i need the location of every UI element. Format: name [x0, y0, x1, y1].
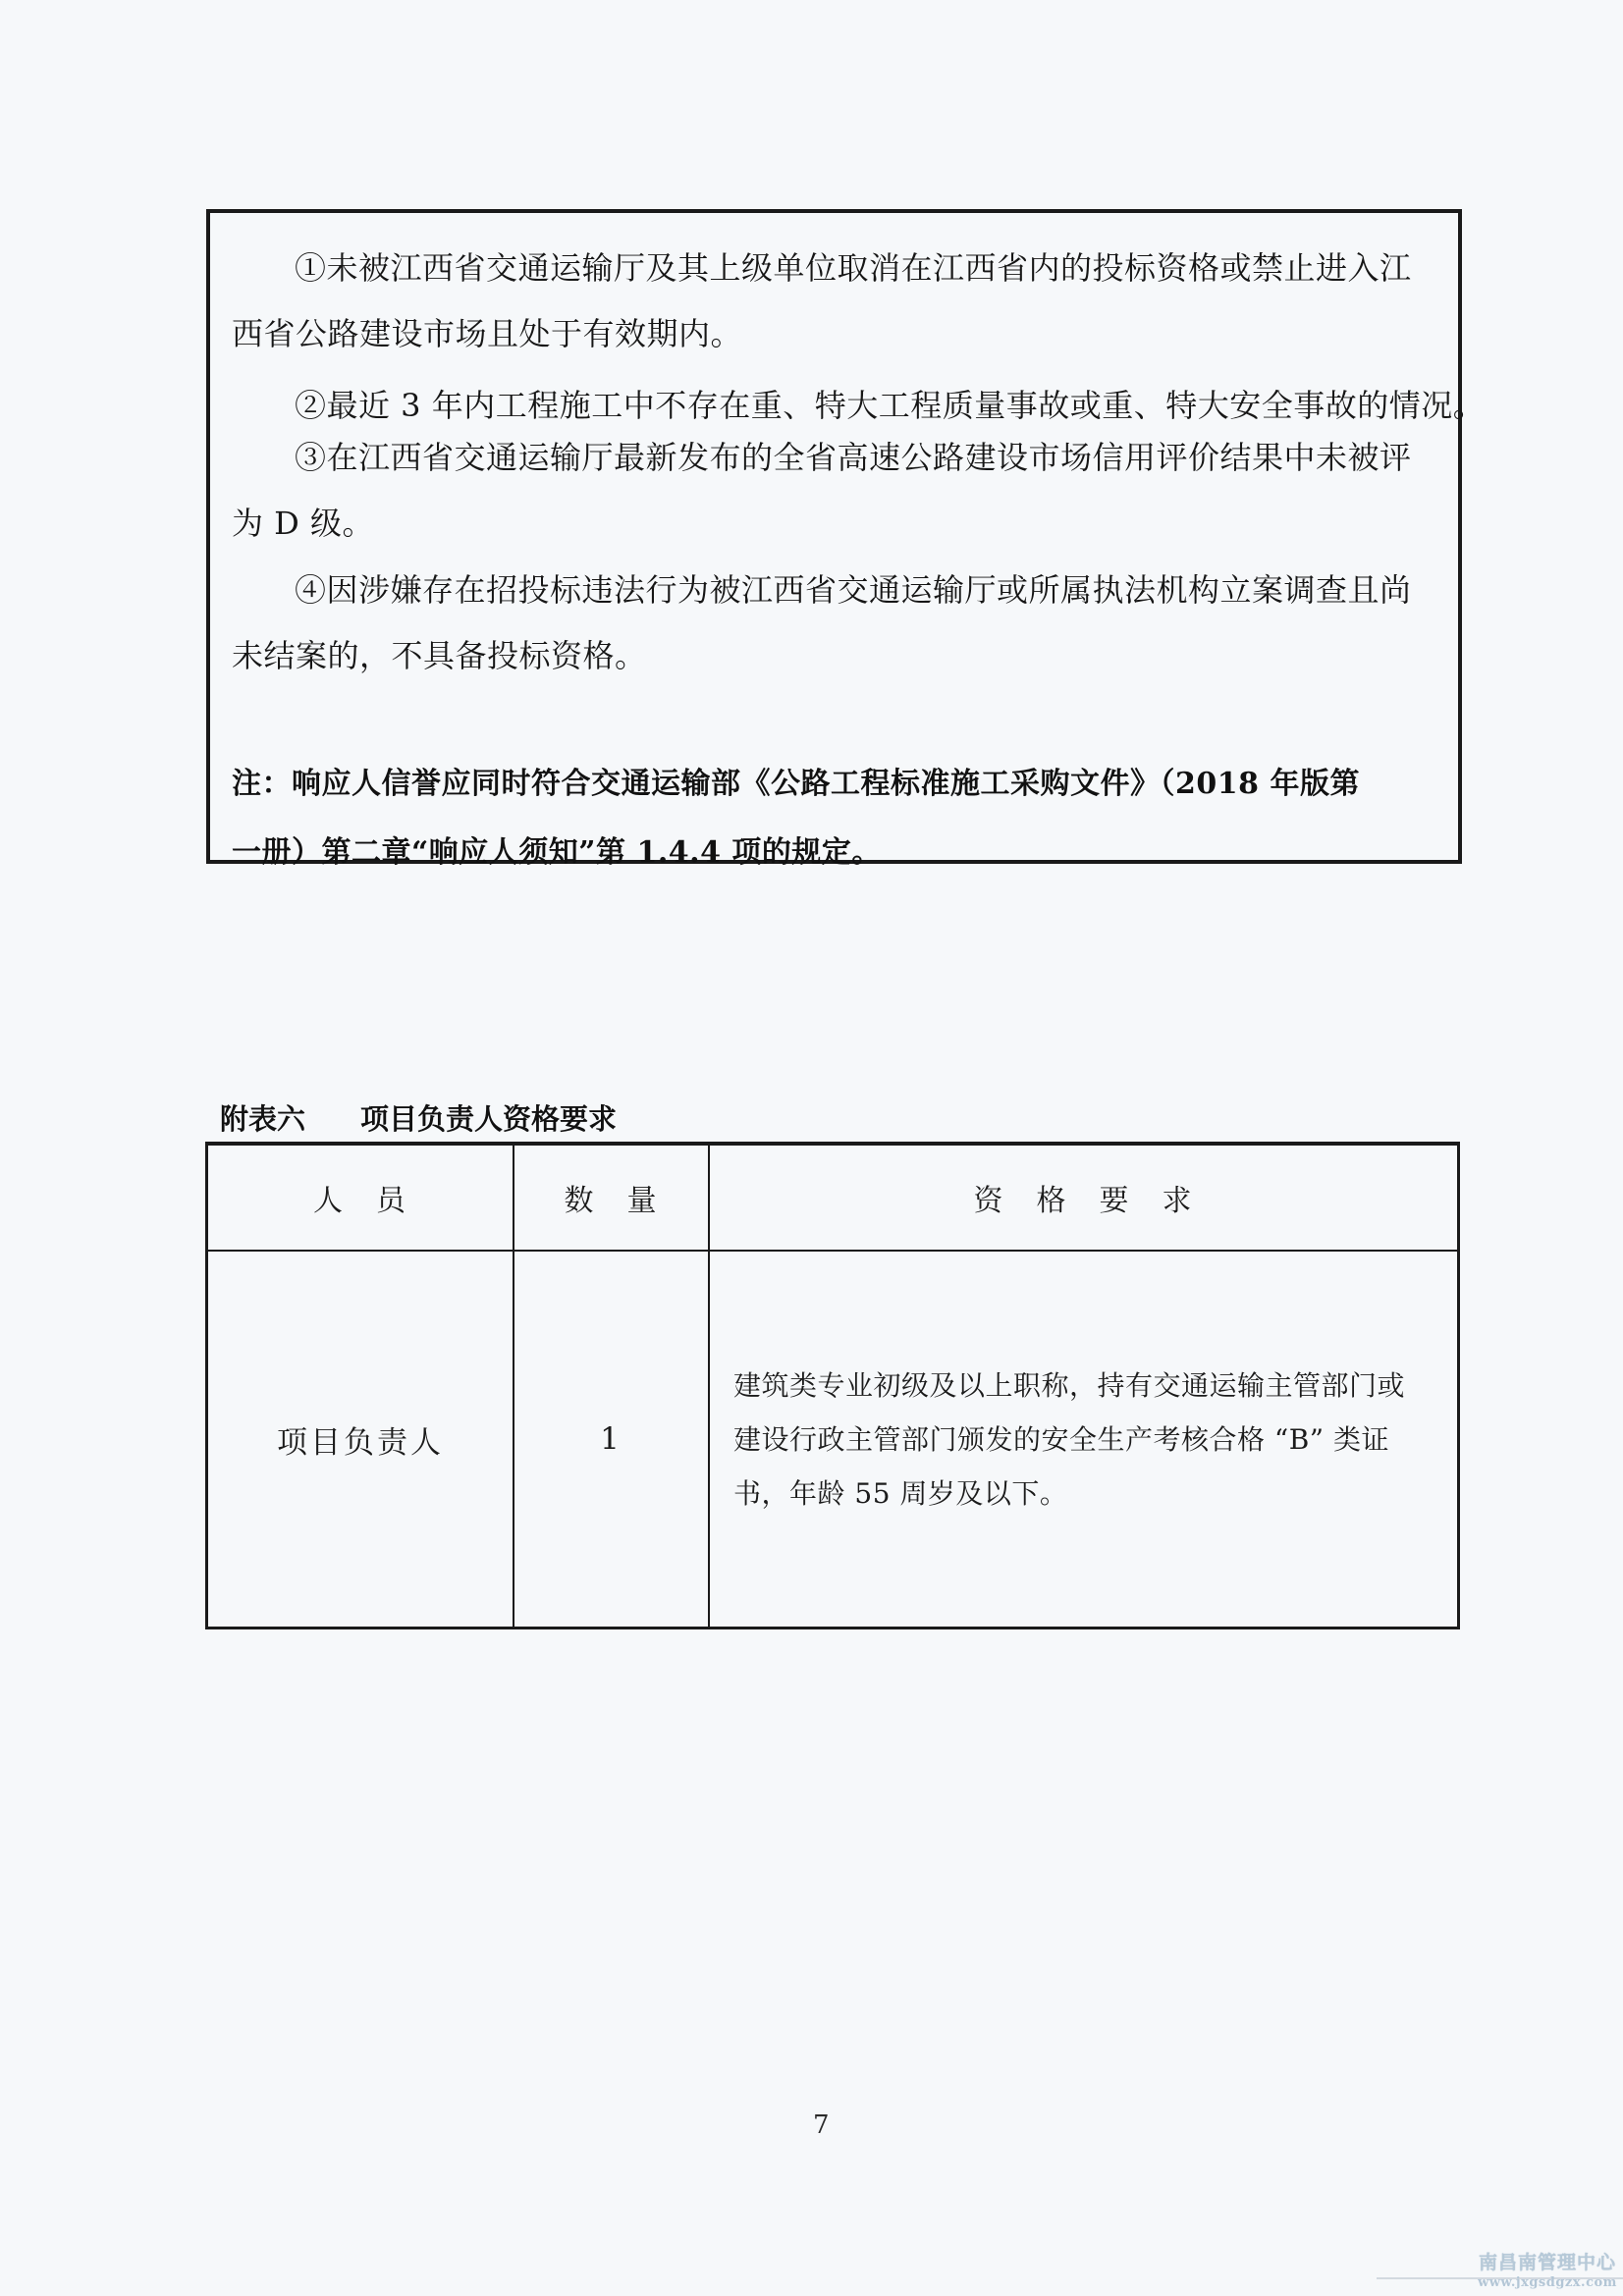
table-header-requirement: 资 格 要 求	[710, 1146, 1457, 1252]
watermark-underline	[1377, 2277, 1623, 2279]
note-line-1: 注：响应人信誉应同时符合交通运输部《公路工程标准施工采购文件》（2018 年版第	[232, 767, 1360, 801]
notice-line-5: 为 D 级。	[232, 505, 375, 542]
table-header-quantity: 数 量	[514, 1146, 710, 1252]
table-caption-title: 项目负责人资格要求	[360, 1102, 618, 1136]
table-caption-label: 附表六	[220, 1102, 306, 1136]
table-cell-quantity: 1	[514, 1252, 710, 1627]
notice-line-1: ①未被江西省交通运输厅及其上级单位取消在江西省内的投标资格或禁止进入江	[295, 249, 1412, 287]
note-line-2: 一册）第二章“响应人须知”第 1.4.4 项的规定。	[232, 835, 882, 870]
bidder-credit-notice-box	[206, 209, 1486, 870]
requirement-text: 建筑类专业初级及以上职称，持有交通运输主管部门或建设行政主管部门颁发的安全生产考核合格 “B” 类证书，年龄 55 周岁及以下。	[733, 1368, 1406, 1510]
notice-line-6: ④因涉嫌存在招投标违法行为被江西省交通运输厅或所属执法机构立案调查且尚	[295, 571, 1412, 609]
watermark-url: www.jxgsdgzx.com	[1478, 2275, 1617, 2290]
notice-line-2: 西省公路建设市场且处于有效期内。	[232, 315, 743, 352]
notice-line-4: ③在江西省交通运输厅最新发布的全省高速公路建设市场信用评价结果中未被评	[295, 439, 1412, 476]
table-header-person: 人 员	[208, 1146, 514, 1252]
notice-line-7: 未结案的，不具备投标资格。	[232, 637, 647, 674]
table-cell-requirement	[710, 1252, 1457, 1627]
watermark	[1473, 2248, 1622, 2290]
table-cell-person: 项目负责人	[208, 1252, 514, 1627]
table-caption	[220, 1097, 617, 1138]
notice-line-3: ②最近 3 年内工程施工中不存在重、特大工程质量事故或重、特大安全事故的情况。	[295, 387, 1486, 424]
watermark-text: 南昌南管理中心	[1478, 2252, 1616, 2273]
page-number: 7	[813, 2110, 830, 2140]
qualification-table	[205, 1142, 1460, 1629]
